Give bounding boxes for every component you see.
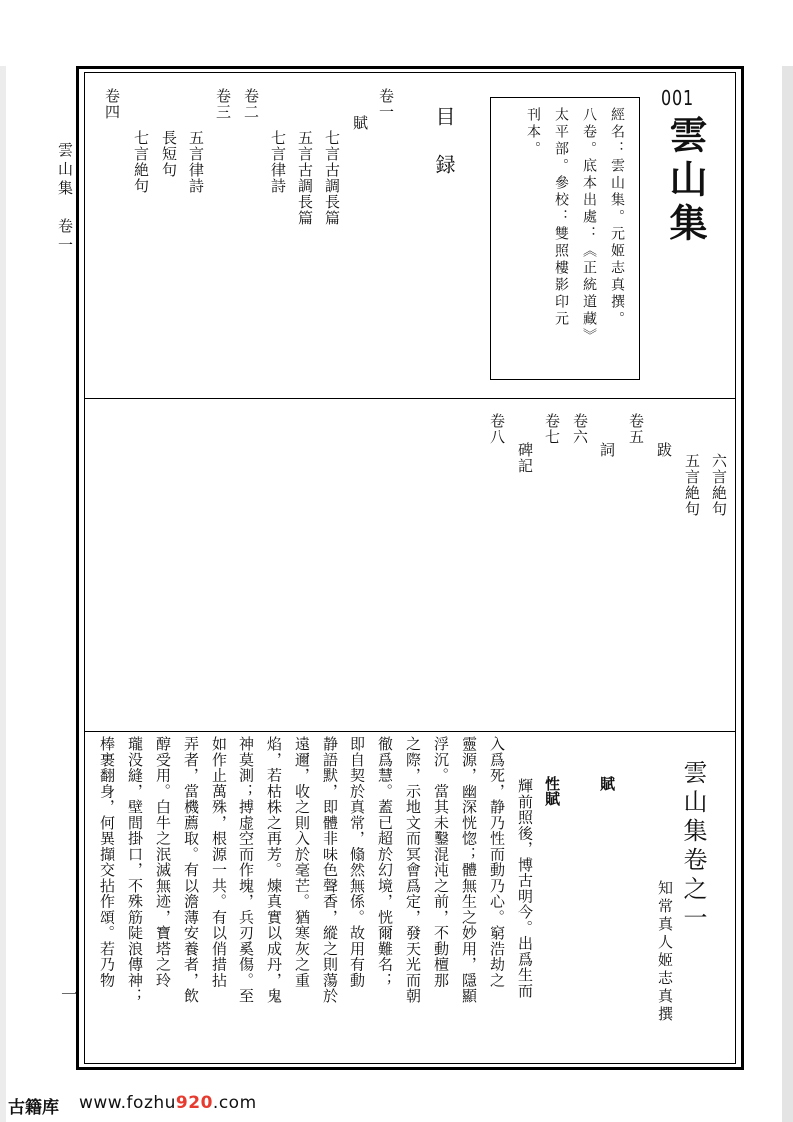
book-number: 001 [661, 86, 694, 110]
body-text-line: 遠邇，收之則入於毫芒。猶寒灰之重 [293, 736, 311, 988]
body-text-line: 輝前照後，博古明今。出爲生而 [516, 778, 534, 999]
body-text-line: 如作止萬殊，根源一共。有以俏措拈 [210, 736, 228, 988]
chapter-author: 知常真人姬志真撰 [656, 880, 674, 1024]
toc-entry: 卷三 [214, 88, 232, 120]
section-label: 賦 [598, 776, 616, 791]
toc-entry: 七言古調長篇 [323, 130, 341, 226]
body-text-line: 棒裹翻身，何異擷交拈作頌。若乃物 [98, 736, 116, 988]
register-divider-1 [85, 398, 735, 399]
body-text-line: 入爲死，静乃性而動乃心。窮浩劫之 [488, 736, 506, 988]
info-line: 刊本。 [525, 107, 541, 158]
toc-entry: 五言律詩 [187, 130, 205, 194]
body-text-line: 之際，示地文而冥會爲定，發天光而朝 [404, 736, 422, 1004]
side-fold-mark: 一 [58, 985, 79, 1003]
toc-title: 目録 [432, 106, 456, 202]
body-text-line: 浮沉。當其未鑿混沌之前，不動檀那 [432, 736, 450, 988]
scan-edge-left [0, 66, 6, 1122]
toc-entry: 跋 [655, 442, 673, 458]
footer-url[interactable] [79, 1093, 257, 1113]
toc-entry: 卷七 [543, 413, 561, 445]
toc-entry: 卷八 [488, 413, 506, 445]
side-header-title: 雲山集 卷一 [56, 142, 74, 256]
toc-entry: 卷四 [103, 88, 121, 120]
body-text-line: 弄者，當機薦取。有以澹薄安養者，飲 [182, 736, 200, 1004]
toc-entry: 卷五 [627, 413, 645, 445]
toc-entry: 七言律詩 [269, 130, 287, 194]
toc-entry: 六言絶句 [710, 453, 728, 517]
info-line: 八卷。底本出處：《正統道藏》 [581, 107, 597, 345]
footer-url-prefix: www.fozhu [79, 1093, 176, 1113]
toc-entry: 碑記 [516, 442, 534, 474]
footer-url-suffix: .com [212, 1093, 257, 1113]
toc-entry: 七言絶句 [132, 130, 150, 194]
info-line: 太平部。參校：雙照樓影印元 [553, 107, 569, 328]
toc-entry: 卷一 [377, 88, 395, 120]
toc-entry: 詞 [598, 442, 616, 458]
info-box [490, 97, 640, 380]
scan-edge-right [782, 66, 793, 1122]
toc-entry: 卷二 [242, 88, 260, 120]
footer-logo: 古籍库 [8, 1098, 59, 1118]
info-line: 經名：雲山集。元姬志真撰。 [609, 107, 625, 328]
body-text-line: 瓏没縫，壁間掛口，不殊筋陡浪傳神； [126, 736, 144, 1004]
toc-entry: 卷六 [571, 413, 589, 445]
toc-entry: 賦 [351, 115, 369, 131]
body-text-line: 神莫測；搏虚空而作塊，兵刃奚傷。至 [237, 736, 255, 1004]
body-text-line: 即自契於真常，翛然無係。故用有動 [348, 736, 366, 988]
toc-entry: 五言絶句 [683, 453, 701, 517]
toc-entry: 五言古調長篇 [296, 130, 314, 226]
body-text-line: 醇受用。白牛之泯滅無迹，寶塔之玲 [154, 736, 172, 988]
footer-url-number: 920 [175, 1093, 213, 1113]
chapter-title: 雲山集卷之一 [679, 760, 707, 934]
book-title: 雲山集 [663, 115, 708, 247]
toc-entry: 長短句 [160, 130, 178, 178]
body-text-line: 静語默，即體非味色聲香，縱之則蕩於 [321, 736, 339, 1004]
subsection-label: 性賦 [543, 776, 561, 806]
register-divider-2 [85, 731, 735, 732]
body-text-line: 焰，若枯株之再芳。煉真實以成丹，鬼 [265, 736, 283, 1004]
body-text-line: 徹爲慧。蓋已超於幻境，恍爾難名； [376, 736, 394, 988]
body-text-line: 靈源，幽深恍惚；體無生之妙用，隱顯 [460, 736, 478, 1004]
